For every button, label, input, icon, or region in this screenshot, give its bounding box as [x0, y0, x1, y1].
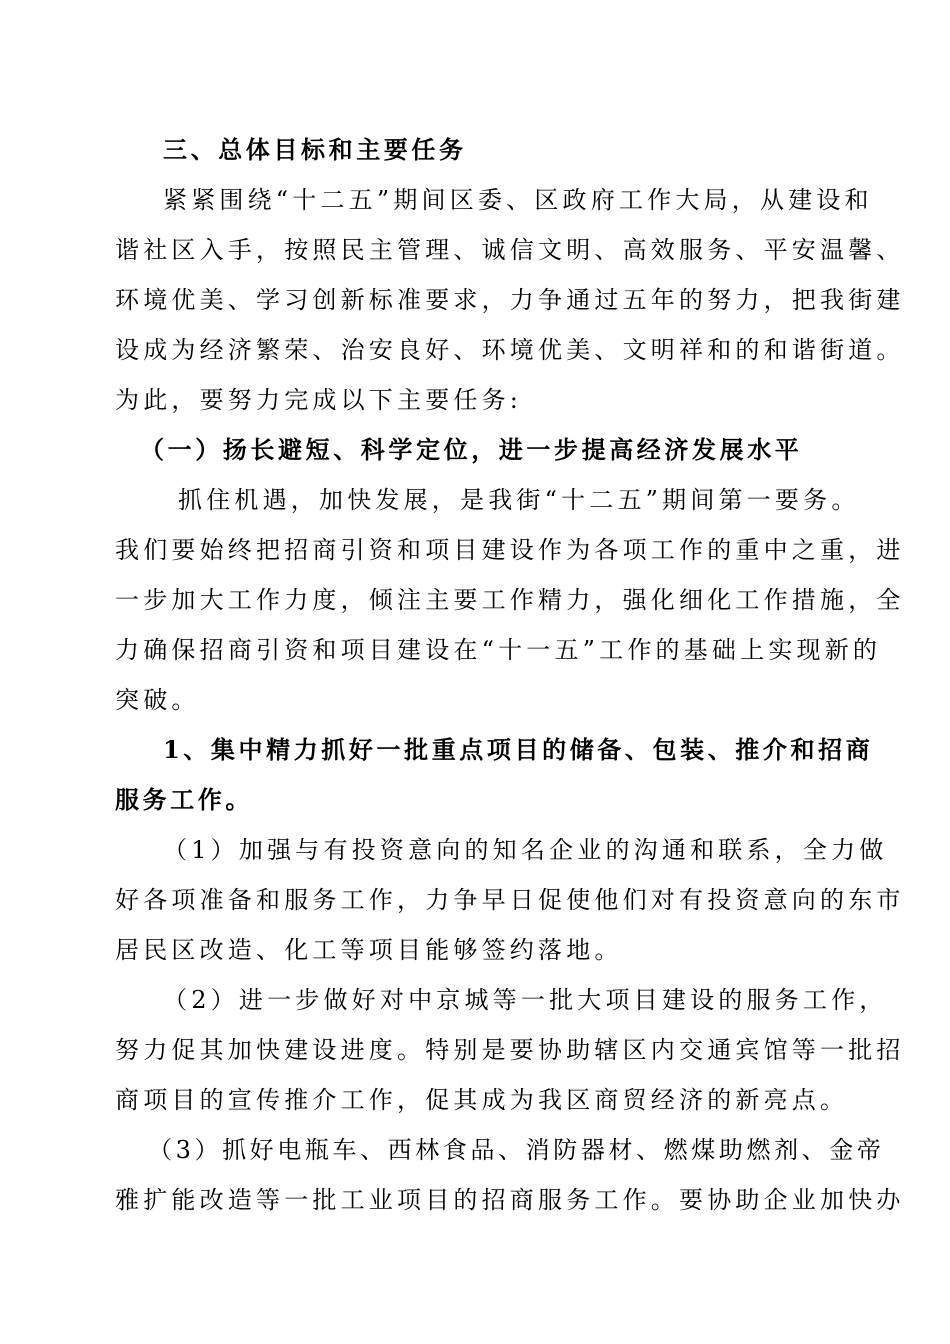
item-heading: 1、集中精力抓好一批重点项目的储备、包装、推介和招商 — [163, 735, 874, 764]
paragraph-line: 商项目的宣传推介工作，促其成为我区商贸经济的新亮点。 — [115, 1086, 849, 1114]
section-heading: 三、总体目标和主要任务 — [163, 135, 467, 164]
paragraph-line: 好各项准备和服务工作，力争早日促使他们对有投资意向的东市 — [115, 886, 905, 914]
paragraph-line: 居民区改造、化工等项目能够签约落地。 — [115, 936, 623, 964]
paragraph-line: 谐社区入手，按照民主管理、诚信文明、高效服务、平安温馨、 — [115, 236, 905, 264]
paragraph-line: 设成为经济繁荣、治安良好、环境优美、文明祥和的和谐街道。 — [115, 336, 905, 364]
paragraph-line: 力确保招商引资和项目建设在“十一五”工作的基础上实现新的 — [115, 636, 882, 664]
subsection-heading: （一）扬长避短、科学定位，进一步提高经济发展水平 — [140, 435, 803, 464]
paragraph-line: 努力促其加快建设进度。特别是要协助辖区内交通宾馆等一批招 — [115, 1036, 905, 1064]
paragraph-line: 为此，要努力完成以下主要任务: — [115, 386, 523, 414]
paragraph-line: 紧紧围绕“十二五”期间区委、区政府工作大局，从建设和 — [163, 186, 873, 214]
paragraph-line: 一步加大工作力度，倾注主要工作精力，强化细化工作措施，全 — [115, 586, 905, 614]
paragraph-line: 突破。 — [115, 686, 200, 714]
paragraph-line: 抓住机遇，加快发展，是我街“十二五”期间第一要务。 — [178, 486, 860, 514]
paragraph-line: 我们要始终把招商引资和项目建设作为各项工作的重中之重，进 — [115, 536, 905, 564]
paragraph-line: （2）进一步做好对中京城等一批大项目建设的服务工作， — [163, 986, 888, 1014]
item-heading: 服务工作。 — [115, 785, 253, 814]
paragraph-line: 环境优美、学习创新标准要求，力争通过五年的努力，把我街建 — [115, 286, 905, 314]
paragraph-line: （3）抓好电瓶车、西林食品、消防器材、燃煤助燃剂、金帝 — [148, 1136, 885, 1164]
paragraph-line: （1）加强与有投资意向的知名企业的沟通和联系，全力做 — [163, 836, 888, 864]
paragraph-line: 雅扩能改造等一批工业项目的招商服务工作。要协助企业加快办 — [115, 1186, 905, 1214]
